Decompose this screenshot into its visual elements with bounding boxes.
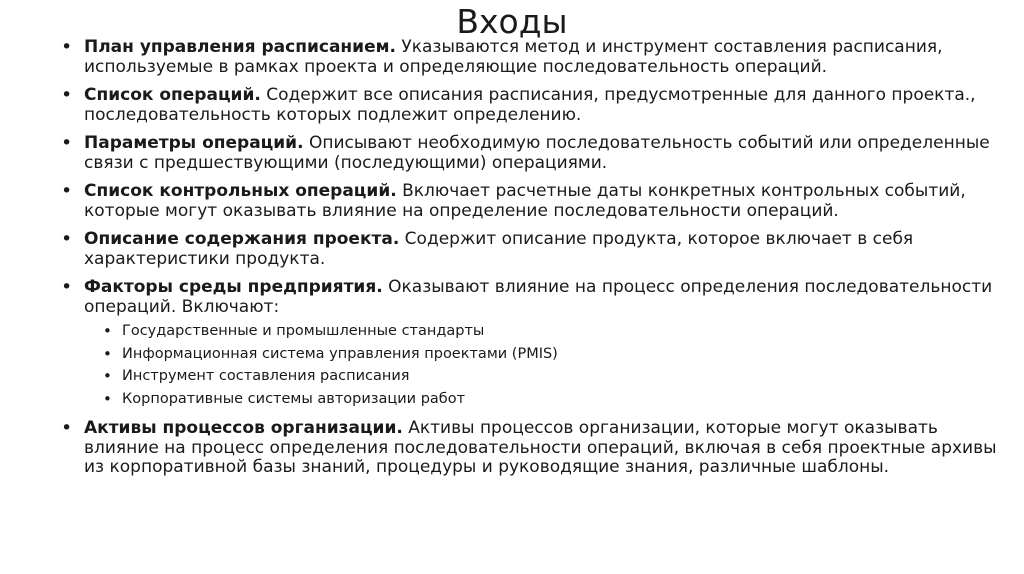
item-term: План управления расписанием.: [84, 37, 396, 57]
list-item-schedule-management-plan: [60, 38, 1010, 77]
sublist-item: • Инструмент составления расписания: [84, 365, 1010, 388]
inputs-list: [60, 38, 1010, 478]
item-description: Активы процессов организации, которые могут оказывать влияние на процесс определения последовательности операций, включая в себя проектные архивы из корпоративной базы знаний, процедуры и руководящие знания, различные шаблоны.: [84, 418, 997, 477]
slide-content: [60, 38, 1010, 487]
list-item-activity-attributes: [60, 134, 1010, 173]
factors-sublist: [84, 320, 1010, 410]
slide-title: Входы: [456, 2, 568, 41]
list-item-organizational-process-assets: [60, 419, 1010, 478]
sublist-item: • Информационная система управления проектами (PMIS): [84, 343, 1010, 366]
item-term: Список операций.: [84, 85, 261, 105]
item-term: Список контрольных операций.: [84, 181, 397, 201]
list-item-scope-statement: [60, 230, 1010, 269]
sublist-item: • Государственные и промышленные стандарты: [84, 320, 1010, 343]
list-item-enterprise-environmental-factors: [60, 278, 1010, 410]
item-description: Указываются метод и инструмент составления расписания, используемые в рамках проекта и определяющие последовательность операций.: [84, 37, 943, 77]
item-description: Описывают необходимую последовательность событий или определенные связи с предшествующими (последующими) операциями.: [84, 133, 990, 173]
item-term: Факторы среды предприятия.: [84, 277, 383, 297]
sublist-item: • Корпоративные системы авторизации работ: [84, 388, 1010, 411]
item-term: Параметры операций.: [84, 133, 304, 153]
item-term: Описание содержания проекта.: [84, 229, 400, 249]
item-description: Содержит все описания расписания, предусмотренные для данного проекта., последовательность которых подлежит определению.: [84, 85, 976, 125]
item-description: Оказывают влияние на процесс определения последовательности операций. Включают:: [84, 277, 993, 317]
item-description: Включает расчетные даты конкретных контрольных событий, которые могут оказывать влияние на определение последовательности операций.: [84, 181, 966, 221]
item-description: Содержит описание продукта, которое включает в себя характеристики продукта.: [84, 229, 914, 269]
list-item-milestone-list: [60, 182, 1010, 221]
list-item-activity-list: [60, 86, 1010, 125]
item-term: Активы процессов организации.: [84, 418, 403, 438]
